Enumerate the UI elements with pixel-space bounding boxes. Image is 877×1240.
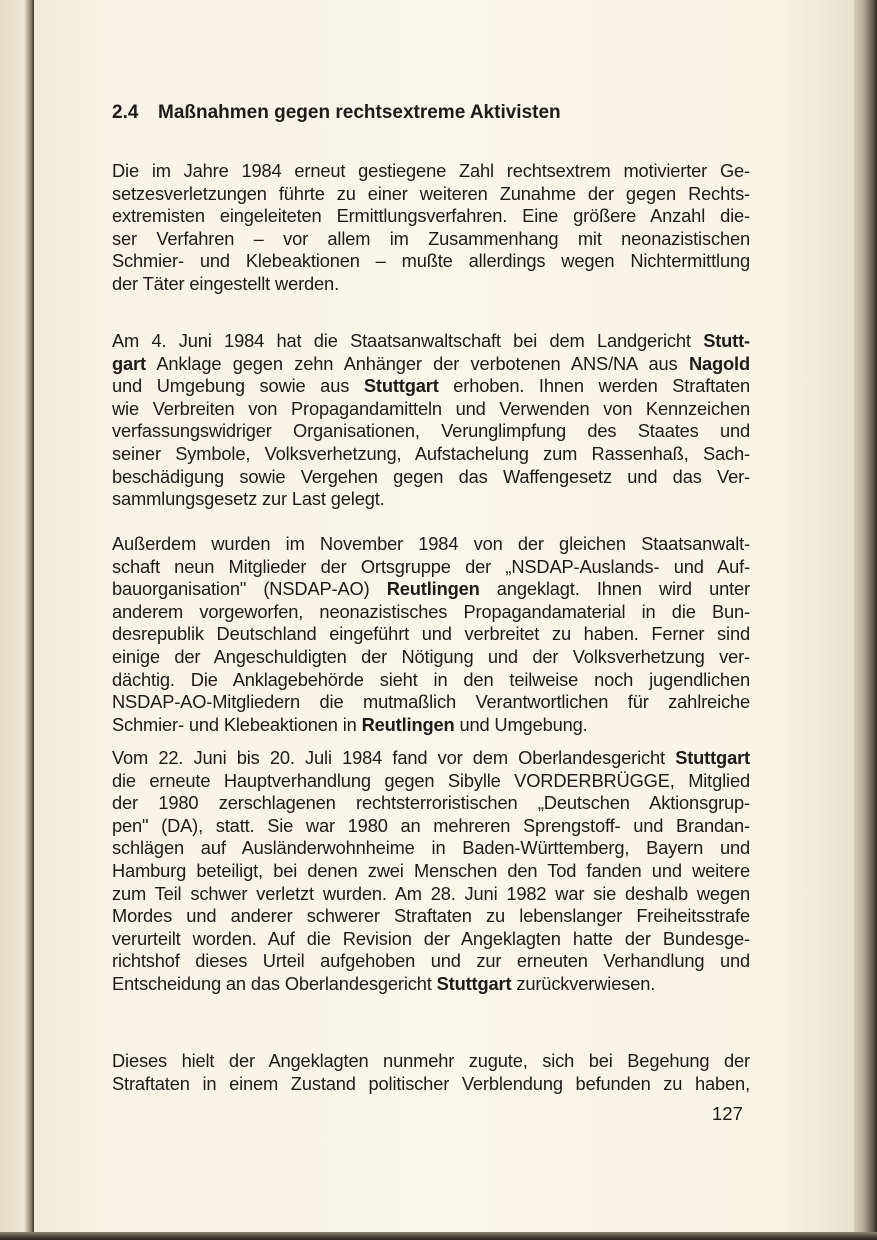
text-line: wie Verbreiten von Propagandamitteln und Verwenden von Kennzeichen	[112, 397, 750, 419]
text-line: einige der Angeschuldigten der Nötigung und der Volksverhetzung ver-	[112, 645, 750, 667]
text-line: der Täter eingestellt werden.	[112, 272, 340, 294]
bold-place-name: Stuttgart	[436, 972, 512, 994]
text-line: schaft neun Mitglieder der Ortsgruppe der „NSDAP-Auslands- und Auf-	[112, 555, 750, 577]
text-line: die erneute Hauptverhandlung gegen Sibylle VORDERBRÜGGE, Mitglied	[112, 769, 750, 791]
text-line: zum Teil schwer verletzt wurden. Am 28. Juni 1982 war sie deshalb wegen	[112, 882, 750, 904]
text-line: Hamburg beteiligt, bei denen zwei Menschen den Tod fanden und weitere	[112, 859, 750, 881]
bold-place-name: Stuttgart	[363, 375, 439, 397]
bold-place-name: Stutt-	[703, 330, 750, 351]
text-line: bauorganisation" (NSDAP-AO) Reutlingen angeklagt. Ihnen wird unter	[112, 578, 750, 600]
text-line: verurteilt worden. Auf die Revision der Angeklagten hatte der Bundesge-	[112, 927, 750, 949]
text-line: seiner Symbole, Volksverhetzung, Aufstachelung zum Rassenhaß, Sach-	[112, 442, 750, 464]
paragraph-5	[112, 1050, 750, 1095]
text-line: Die im Jahre 1984 erneut gestiegene Zahl rechtsextrem motivierter Ge-	[112, 160, 750, 181]
paragraph-4	[112, 747, 750, 996]
text-line: Außerdem wurden im November 1984 von der gleichen Staatsanwalt-	[112, 533, 750, 554]
section-title: Maßnahmen gegen rechtsextreme Aktivisten	[158, 102, 561, 123]
text-line: schlägen auf Ausländerwohnheime in Baden-Württemberg, Bayern und	[112, 837, 750, 859]
paragraph-2	[112, 330, 750, 511]
bold-place-name: Reutlingen	[361, 713, 455, 735]
page-edge-right	[854, 0, 877, 1240]
text-line: Schmier- und Klebeaktionen – mußte allerdings wegen Nichtermittlung	[112, 250, 750, 272]
section-heading	[112, 100, 561, 126]
text-line: desrepublik Deutschland eingeführt und verbreitet zu haben. Ferner sind	[112, 623, 750, 645]
paragraph-3	[112, 533, 750, 736]
text-line: verfassungswidriger Organisationen, Verunglimpfung des Staates und	[112, 420, 750, 442]
page-number: 127	[712, 1103, 743, 1124]
text-line: Am 4. Juni 1984 hat die Staatsanwaltschaft bei dem Landgericht Stutt-	[112, 330, 750, 351]
text-line: sammlungsgesetz zur Last gelegt.	[112, 488, 385, 510]
text-line: Straftaten in einem Zustand politischer Verblendung befunden zu haben,	[112, 1072, 750, 1094]
text-line: ser Verfahren – vor allem im Zusammenhang mit neonazistischen	[112, 227, 750, 249]
paragraph-1	[112, 160, 750, 296]
text-line: und Umgebung sowie aus Stuttgart erhoben. Ihnen werden Straftaten	[112, 375, 750, 397]
text-line: richtshof dieses Urteil aufgehoben und zur erneuten Verhandlung und	[112, 950, 750, 972]
bold-place-name: Stuttgart	[675, 747, 750, 768]
text-line: beschädigung sowie Vergehen gegen das Waffengesetz und das Ver-	[112, 465, 750, 487]
text-line: extremisten eingeleiteten Ermittlungsverfahren. Eine größere Anzahl die-	[112, 205, 750, 227]
text-line: Entscheidung an das Oberlandesgericht Stuttgart zurückverwiesen.	[112, 972, 656, 994]
text-line: setzesverletzungen führte zu einer weiteren Zunahme der gegen Rechts-	[112, 182, 750, 204]
bold-place-name: Reutlingen	[386, 578, 480, 600]
page-edge-bottom	[0, 1232, 877, 1240]
text-line: NSDAP-AO-Mitgliedern die mutmaßlich Verantwortlichen für zahlreiche	[112, 691, 750, 713]
text-line: dächtig. Die Anklagebehörde sieht in den teilweise noch jugendlichen	[112, 668, 750, 690]
section-number: 2.4	[112, 102, 139, 123]
text-line: gart Anklage gegen zehn Anhänger der verbotenen ANS/NA aus Nagold	[112, 352, 750, 374]
book-spine-shadow	[0, 0, 34, 1240]
text-line: Mordes und anderer schwerer Straftaten zu lebenslanger Freiheitsstrafe	[112, 905, 750, 927]
text-line: der 1980 zerschlagenen rechtsterroristischen „Deutschen Aktionsgrup-	[112, 792, 750, 814]
text-line: anderem vorgeworfen, neonazistisches Propagandamaterial in die Bun-	[112, 600, 750, 622]
bold-place-name: gart	[112, 352, 146, 374]
text-line: pen" (DA), statt. Sie war 1980 an mehreren Sprengstoff- und Brandan-	[112, 814, 750, 836]
text-line: Schmier- und Klebeaktionen in Reutlingen und Umgebung.	[112, 713, 588, 735]
text-line: Vom 22. Juni bis 20. Juli 1984 fand vor dem Oberlandesgericht Stuttgart	[112, 747, 750, 768]
text-line: Dieses hielt der Angeklagten nunmehr zugute, sich bei Begehung der	[112, 1050, 750, 1071]
bold-place-name: Nagold	[688, 352, 750, 374]
